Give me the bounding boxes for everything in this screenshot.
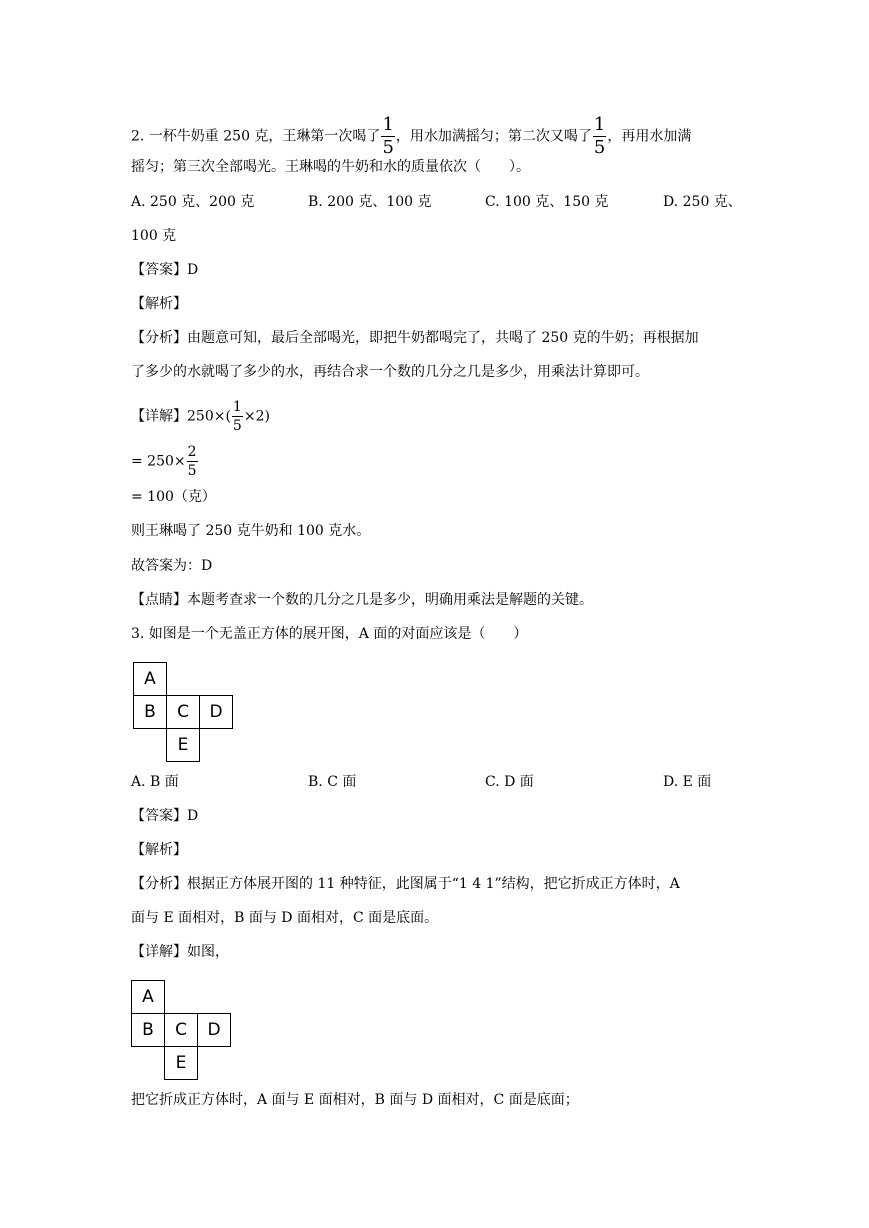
q2-step3: = 100（克） [131, 489, 216, 505]
q3-option-b: B. C 面 [308, 774, 357, 790]
net2-face-e: E [164, 1046, 198, 1080]
net-face-c: C [166, 695, 200, 729]
q3-stem: 3. 如图是一个无盖正方体的展开图，A 面的对面应该是（ ） [131, 626, 528, 642]
q2-analysis-line1: 【分析】由题意可知，最后全部喝光，即把牛奶都喝完了，共喝了 250 克的牛奶；再根据加 [131, 330, 699, 346]
q3-detail: 【详解】如图， [131, 944, 229, 960]
q2-fraction-1 [381, 116, 394, 157]
q2-step2-fraction [187, 445, 198, 478]
q2-stem-part3: ，再用水加满 [607, 128, 692, 145]
q3-option-d: D. E 面 [663, 774, 712, 790]
q2-stem-part2: ，用水加满摇匀；第二次又喝了 [395, 128, 592, 145]
q2-analysis-title: 【解析】 [131, 296, 187, 312]
q3-option-a: A. B 面 [131, 774, 179, 790]
q2-stem-line1 [131, 116, 691, 157]
q2-detail-fraction-denominator: 5 [232, 418, 242, 434]
net-face-a: A [133, 662, 167, 696]
q2-option-d-wrap: 100 克 [131, 228, 177, 244]
q2-step2-fraction-denominator: 5 [187, 463, 197, 479]
q2-fraction-1-numerator: 1 [382, 114, 394, 135]
net2-face-b: B [131, 1013, 165, 1047]
q2-option-d: D. 250 克、 [663, 194, 742, 210]
q2-analysis-line2: 了多少的水就喝了多少的水，再结合求一个数的几分之几是多少，用乘法计算即可。 [131, 364, 649, 380]
q2-step2-line [131, 445, 199, 478]
q2-option-a: A. 250 克、200 克 [131, 194, 255, 210]
net-face-d: D [199, 695, 233, 729]
net2-face-d: D [197, 1013, 231, 1047]
q2-fraction-2-numerator: 1 [593, 114, 606, 135]
q2-detail-expr-b: ×2) [243, 408, 270, 425]
q2-detail-line [131, 400, 270, 433]
net2-face-a: A [131, 980, 165, 1014]
q2-fraction-1-denominator: 5 [382, 137, 394, 158]
q2-fraction-2 [593, 116, 606, 157]
q3-conclusion: 把它折成正方体时，A 面与 E 面相对，B 面与 D 面相对，C 面是底面； [131, 1092, 579, 1108]
q2-option-b: B. 200 克、100 克 [308, 194, 432, 210]
q3-analysis-line2: 面与 E 面相对，B 面与 D 面相对，C 面是底面。 [131, 910, 439, 926]
q2-answer: 【答案】D [131, 262, 199, 278]
net2-face-c: C [164, 1013, 198, 1047]
q3-analysis-line1: 【分析】根据正方体展开图的 11 种特征，此图属于“1 4 1”结构，把它折成正方体时，A [131, 876, 680, 892]
q2-detail-label: 【详解】 [131, 408, 187, 425]
q2-stem-part1: 2. 一杯牛奶重 250 克，王琳第一次喝了 [131, 128, 381, 145]
q2-conclusion: 则王琳喝了 250 克牛奶和 100 克水。 [131, 523, 371, 539]
q2-option-c: C. 100 克、150 克 [485, 194, 609, 210]
q3-analysis-title: 【解析】 [131, 842, 187, 858]
q3-answer: 【答案】D [131, 808, 199, 824]
q2-fraction-2-denominator: 5 [593, 137, 606, 158]
q2-step2-fraction-numerator: 2 [187, 444, 197, 460]
q2-final-answer: 故答案为：D [131, 558, 213, 574]
net-face-e: E [166, 728, 200, 762]
q3-option-c: C. D 面 [485, 774, 534, 790]
net-face-b: B [133, 695, 167, 729]
q2-detail-fraction [232, 400, 243, 433]
q2-detail-fraction-numerator: 1 [232, 399, 242, 415]
q2-comment: 【点睛】本题考查求一个数的几分之几是多少，明确用乘法是解题的关键。 [131, 592, 593, 608]
q2-detail-expr-a: 250×( [187, 408, 231, 425]
q2-stem-line2: 摇匀；第三次全部喝光。王琳喝的牛奶和水的质量依次（ ）。 [131, 159, 530, 175]
q2-step2-a: = 250× [131, 453, 186, 470]
